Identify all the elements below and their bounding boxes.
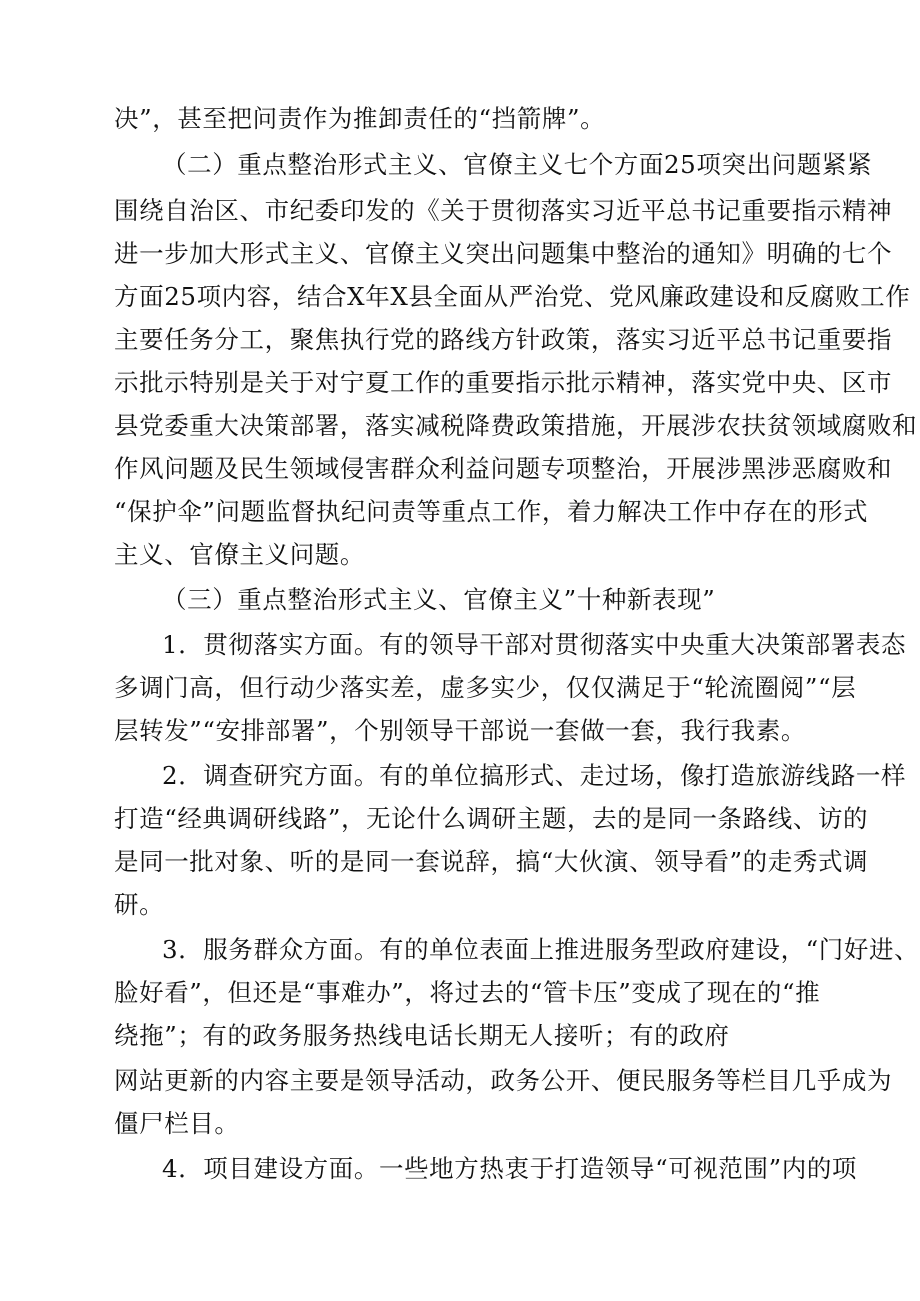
text-line-8: 县党委重大决策部署，落实减税降费政策措施，开展涉农扶贫领域腐败和 [114, 411, 918, 440]
section-heading-3: （三）重点整治形式主义、官僚主义”十种新表现” [162, 585, 716, 614]
item-1-line-3: 层转发”“安排部署”，个别领导干部说一套做一套，我行我素。 [114, 716, 806, 745]
text-line-3: 围绕自治区、市纪委印发的《关于贯彻落实习近平总书记重要指示精神 [114, 196, 893, 225]
text-line-4: 进一步加大形式主义、官僚主义突出问题集中整治的通知》明确的七个 [114, 239, 893, 268]
item-1-line-1: 1．贯彻落实方面。有的领导干部对贯彻落实中央重大决策部署表态 [162, 630, 907, 659]
text-line-5: 方面25项内容，结合X年X县全面从严治党、党风廉政建设和反腐败工作 [114, 282, 911, 311]
item-3-line-2: 脸好看”，但还是“事难办”，将过去的“管卡压”变成了现在的“推 [114, 978, 821, 1007]
text-line-11: 主义、官僚主义问题。 [114, 540, 365, 569]
text-line-7: 示批示特别是关于对宁夏工作的重要指示批示精神，落实党中央、区市 [114, 368, 893, 397]
item-2-line-1: 2．调查研究方面。有的单位搞形式、走过场，像打造旅游线路一样 [162, 761, 907, 790]
section-heading-2: （二）重点整治形式主义、官僚主义七个方面25项突出问题紧紧 [162, 150, 873, 179]
item-1-line-2: 多调门高，但行动少落实差，虚多实少，仅仅满足于“轮流圈阅”“层 [114, 673, 857, 702]
item-4-line-1: 4．项目建设方面。一些地方热衷于打造领导“可视范围”内的项 [162, 1154, 858, 1183]
item-2-line-2: 打造“经典调研线路”，无论什么调研主题，去的是同一条路线、访的 [114, 804, 869, 833]
text-line-9: 作风问题及民生领域侵害群众利益问题专项整治，开展涉黑涉恶腐败和 [114, 454, 893, 483]
item-2-line-4: 研。 [114, 890, 165, 919]
text-line-1: 决”，甚至把问责作为推卸责任的“挡箭牌”。 [114, 104, 606, 133]
item-3-line-1: 3．服务群众方面。有的单位表面上推进服务型政府建设，“门好进、 [162, 935, 920, 964]
text-line-10: “保护伞”问题监督执纪问责等重点工作，着力解决工作中存在的形式 [114, 497, 869, 526]
item-3-line-4: 网站更新的内容主要是领导活动，政务公开、便民服务等栏目几乎成为 [114, 1066, 893, 1095]
text-line-6: 主要任务分工，聚焦执行党的路线方针政策，落实习近平总书记重要指 [114, 325, 893, 354]
item-3-line-3: 绕拖”；有的政务服务热线电话长期无人接听；有的政府 [114, 1021, 730, 1050]
item-2-line-3: 是同一批对象、听的是同一套说辞，搞“大伙演、领导看”的走秀式调 [114, 847, 869, 876]
item-3-line-5: 僵尸栏目。 [114, 1109, 240, 1138]
